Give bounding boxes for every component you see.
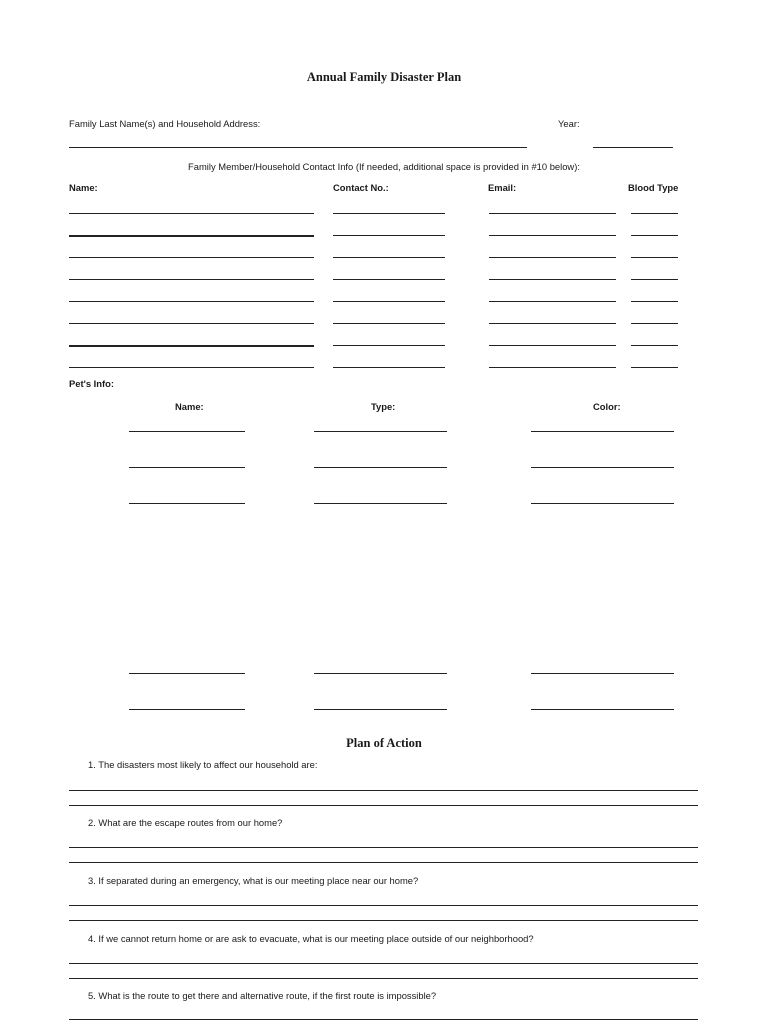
answer-line[interactable] xyxy=(69,1019,698,1020)
pet-header-color: Color: xyxy=(593,401,621,412)
contact-email-line[interactable] xyxy=(489,257,616,258)
contact-email-line[interactable] xyxy=(489,345,616,346)
pet-color-line[interactable] xyxy=(531,431,674,432)
page-title: Annual Family Disaster Plan xyxy=(306,70,462,84)
contact-name-line[interactable] xyxy=(69,345,314,347)
pet-type-line[interactable] xyxy=(314,431,447,432)
answer-line[interactable] xyxy=(69,862,698,863)
contact-phone-line[interactable] xyxy=(333,279,445,280)
pet-header-type: Type: xyxy=(371,401,396,412)
plan-question-5: 5. What is the route to get there and alternative route, if the first route is impossible? xyxy=(88,990,437,1001)
contact-email-line[interactable] xyxy=(489,279,616,280)
contact-phone-line[interactable] xyxy=(333,213,445,214)
contact-header-name: Name: xyxy=(69,182,98,193)
answer-line[interactable] xyxy=(69,963,698,964)
answer-line[interactable] xyxy=(69,920,698,921)
contact-blood-type-line[interactable] xyxy=(631,235,678,236)
contact-name-line[interactable] xyxy=(69,279,314,280)
contact-intro: Family Member/Household Contact Info (If needed, additional space is provided in #10 below): xyxy=(188,161,580,172)
pet-name-line[interactable] xyxy=(129,503,245,504)
pet-type-line[interactable] xyxy=(314,467,447,468)
contact-phone-line[interactable] xyxy=(333,345,445,346)
contact-blood-type-line[interactable] xyxy=(631,345,678,346)
contact-header-blood-type: Blood Type xyxy=(628,182,679,193)
plan-title: Plan of Action xyxy=(346,736,422,750)
pet-color-line[interactable] xyxy=(531,467,674,468)
pet-color-line[interactable] xyxy=(531,503,674,504)
answer-line[interactable] xyxy=(69,978,698,979)
plan-question-1: 1. The disasters most likely to affect our household are: xyxy=(88,759,318,770)
contact-phone-line[interactable] xyxy=(333,257,445,258)
contact-name-line[interactable] xyxy=(69,301,314,302)
contact-email-line[interactable] xyxy=(489,367,616,368)
household-label: Family Last Name(s) and Household Address: xyxy=(69,118,261,129)
plan-question-3: 3. If separated during an emergency, what is our meeting place near our home? xyxy=(88,875,419,886)
pet-header-name: Name: xyxy=(175,401,204,412)
pet-type-line[interactable] xyxy=(314,673,447,674)
contact-blood-type-line[interactable] xyxy=(631,301,678,302)
pet-name-line[interactable] xyxy=(129,467,245,468)
contact-header-email: Email: xyxy=(488,182,517,193)
contact-name-line[interactable] xyxy=(69,323,314,324)
contact-phone-line[interactable] xyxy=(333,301,445,302)
contact-name-line[interactable] xyxy=(69,367,314,368)
contact-header-phone: Contact No.: xyxy=(333,182,389,193)
answer-line[interactable] xyxy=(69,805,698,806)
pets-label: Pet's Info: xyxy=(69,378,114,389)
answer-line[interactable] xyxy=(69,790,698,791)
contact-phone-line[interactable] xyxy=(333,235,445,236)
contact-email-line[interactable] xyxy=(489,301,616,302)
contact-blood-type-line[interactable] xyxy=(631,213,678,214)
contact-email-line[interactable] xyxy=(489,235,616,236)
answer-line[interactable] xyxy=(69,847,698,848)
contact-blood-type-line[interactable] xyxy=(631,323,678,324)
pet-name-line[interactable] xyxy=(129,673,245,674)
contact-email-line[interactable] xyxy=(489,213,616,214)
pet-name-line[interactable] xyxy=(129,431,245,432)
pet-color-line[interactable] xyxy=(531,673,674,674)
contact-blood-type-line[interactable] xyxy=(631,279,678,280)
plan-question-2: 2. What are the escape routes from our home? xyxy=(88,817,283,828)
answer-line[interactable] xyxy=(69,905,698,906)
pet-color-line[interactable] xyxy=(531,709,674,710)
pet-type-line[interactable] xyxy=(314,503,447,504)
year-label: Year: xyxy=(558,118,580,129)
contact-blood-type-line[interactable] xyxy=(631,367,678,368)
contact-email-line[interactable] xyxy=(489,323,616,324)
contact-name-line[interactable] xyxy=(69,213,314,214)
household-address-line[interactable] xyxy=(69,147,527,148)
contact-blood-type-line[interactable] xyxy=(631,257,678,258)
pet-name-line[interactable] xyxy=(129,709,245,710)
contact-name-line[interactable] xyxy=(69,235,314,237)
contact-phone-line[interactable] xyxy=(333,323,445,324)
contact-phone-line[interactable] xyxy=(333,367,445,368)
pet-type-line[interactable] xyxy=(314,709,447,710)
plan-question-4: 4. If we cannot return home or are ask to evacuate, what is our meeting place outside of our neighborhood? xyxy=(88,933,534,944)
year-line[interactable] xyxy=(593,147,673,148)
contact-name-line[interactable] xyxy=(69,257,314,258)
